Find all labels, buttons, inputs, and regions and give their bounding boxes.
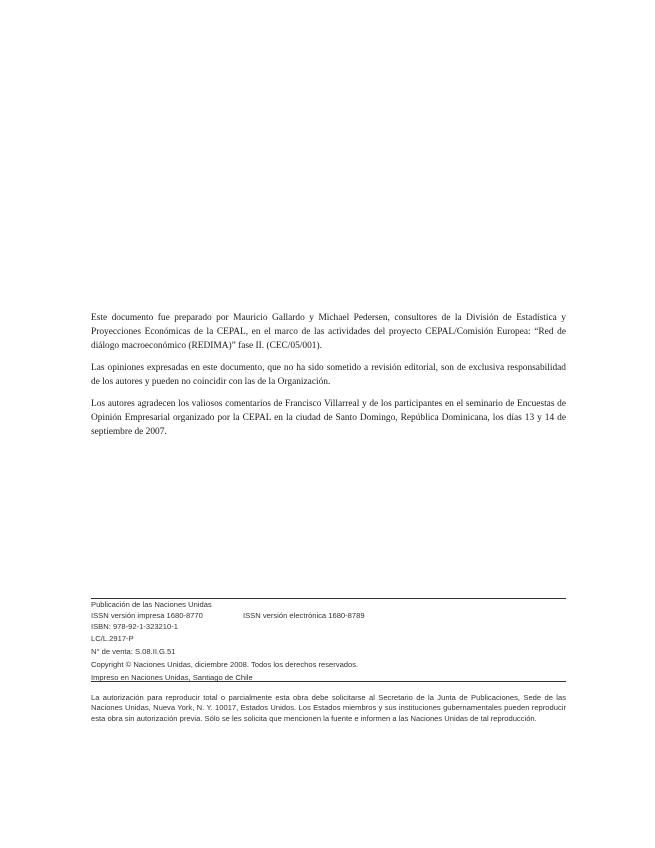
issn-row (91, 610, 566, 621)
isbn-line: ISBN: 978-92-1-323210-1 (91, 622, 178, 632)
reproduction-notice: La autorización para reproducir total o parcialmente esta obra debe solicitarse al Secretario de la Junta de Publicaciones, Sede de las Naciones Unidas, Nueva York, N. Y. 10017, Estados Unidos. Los Estados miembros y sus instituciones gubernamentales pueden reproducir esta obra sin autorización previa. Sólo se les solicita que mencionen la fuente e informen a las Naciones Unidas de tal reproducción. (91, 693, 566, 723)
imprint-bottom-rule (91, 681, 566, 682)
credits-section (91, 311, 566, 447)
lc-line: LC/L.2917-P (91, 633, 134, 643)
credits-disclaimer-paragraph: Las opiniones expresadas en este documento, que no ha sido sometido a revisión editorial, son de exclusiva responsabilidad de los autores y pueden no coincidir con las de la Organización. (91, 363, 566, 387)
credits-acknowledgement-paragraph: Los autores agradecen los valiosos comentarios de Francisco Villarreal y de los participantes en el seminario de Encuestas de Opinión Empresarial organizado por la CEPAL en la ciudad de Santo Domingo, República Dominicana, los días 13 y 14 de septiembre de 2007. (91, 399, 566, 437)
issn-electronic: ISSN versión electrónica 1680-8789 (243, 611, 365, 621)
credits-preparation-paragraph: Este documento fue preparado por Mauricio Gallardo y Michael Pedersen, consultores de la División de Estadística y Proyecciones Económicas de la CEPAL, en el marco de las actividades del proyecto CEPAL/Comisión Europea: “Red de diálogo macroeconómico (REDIMA)” fase II. (CEC/05/001). (91, 313, 566, 351)
publication-line: Publicación de las Naciones Unidas (91, 600, 212, 609)
imprint-section (91, 599, 566, 683)
issn-print: ISSN versión impresa 1680-8770 (91, 611, 203, 621)
printed-line: Impreso en Naciones Unidas, Santiago de Chile (91, 673, 253, 683)
sale-number-line: N° de venta: S.08.II.G.51 (91, 646, 176, 656)
copyright-line: Copyright © Naciones Unidas, diciembre 2008. Todos los derechos reservados. (91, 660, 359, 670)
